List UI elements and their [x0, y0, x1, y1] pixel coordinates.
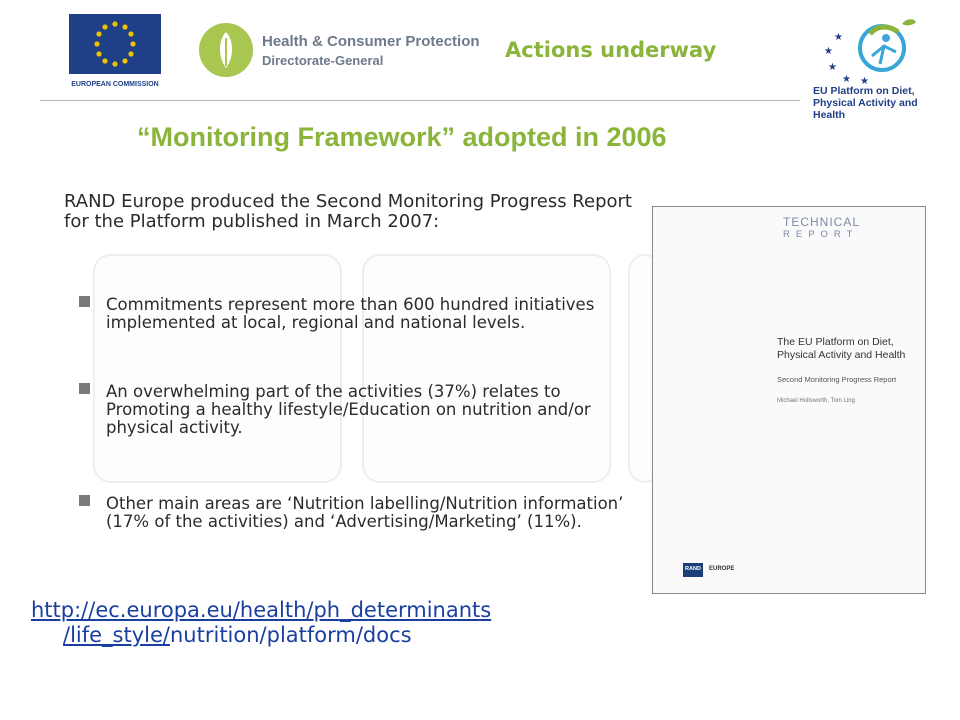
- platform-docs-link[interactable]: http://ec.europa.eu/health/ph_determinants: [31, 598, 492, 622]
- dg-title: Health & Consumer Protection: [262, 33, 480, 50]
- platform-caption-line-1: EU Platform on Diet,: [813, 85, 915, 97]
- eu-commission-logo: [67, 12, 163, 90]
- cover-title-line-2: Physical Activity and Health: [777, 349, 906, 361]
- cover-subtitle: Second Monitoring Progress Report: [777, 375, 897, 384]
- header-divider: [40, 100, 800, 101]
- svg-text:★: ★: [828, 62, 837, 73]
- cover-title-line-1: The EU Platform on Diet,: [777, 336, 894, 348]
- eu-logo-caption: EUROPEAN COMMISSION: [71, 81, 159, 88]
- cover-title: [777, 336, 927, 362]
- svg-text:★: ★: [824, 46, 833, 57]
- platform-docs-link-line-2: [63, 623, 412, 647]
- dg-subtitle: Directorate-General: [262, 53, 384, 68]
- bullet-text-2: An overwhelming part of the activities (37%) relates to Promoting a healthy lifestyle/Education on nutrition and/or physical activity.: [106, 382, 591, 437]
- svg-text:★: ★: [834, 32, 843, 43]
- watermark-tile-middle: [362, 254, 611, 483]
- bullet-marker-2: [79, 383, 90, 394]
- cover-kicker-bottom: REPORT: [783, 229, 859, 240]
- svg-text:★: ★: [842, 74, 851, 85]
- bullet-marker-3: [79, 495, 90, 506]
- bullet-text-3: Other main areas are ‘Nutrition labelling/Nutrition information’ (17% of the activities) and ‘Advertising/Marketing’ (11%).: [106, 494, 624, 531]
- section-label: Actions underway: [505, 38, 717, 62]
- platform-docs-path-text: nutrition/platform/docs: [170, 623, 412, 647]
- platform-caption: [813, 85, 943, 121]
- rand-logo-text: RAND: [685, 566, 701, 572]
- rand-region-label: EUROPE: [709, 566, 735, 572]
- bullet-text-1: Commitments represent more than 600 hundred initiatives implemented at local, regional and national levels.: [106, 295, 595, 332]
- svg-text:★: ★: [860, 76, 869, 86]
- cover-authors: Michael Hollsworth, Tom Ling: [777, 398, 855, 404]
- platform-caption-line-2: Physical Activity and Health: [813, 97, 918, 121]
- platform-docs-link-continued[interactable]: /life_style/: [63, 623, 170, 647]
- intro-paragraph: RAND Europe produced the Second Monitoring Progress Report for the Platform published in March 2007:: [64, 191, 632, 232]
- watermark-tile-left: [93, 254, 342, 483]
- eu-platform-logo: [820, 16, 930, 86]
- bullet-marker-1: [79, 296, 90, 307]
- slide-title: “Monitoring Framework” adopted in 2006: [137, 122, 667, 152]
- cover-kicker-top: TECHNICAL: [783, 215, 861, 229]
